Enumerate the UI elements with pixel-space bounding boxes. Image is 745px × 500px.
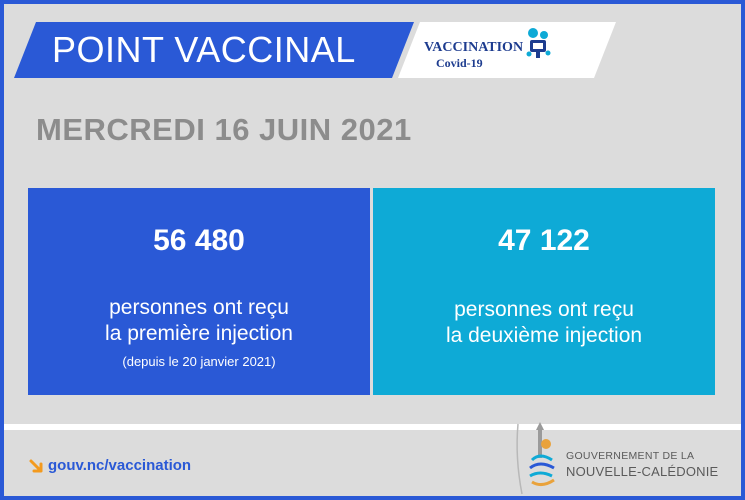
second-dose-label-line1: personnes ont reçu	[454, 298, 634, 321]
first-dose-label-line1: personnes ont reçu	[109, 296, 289, 319]
vaccination-badge-title: VACCINATION	[424, 40, 524, 55]
first-dose-note: (depuis le 20 janvier 2021)	[122, 354, 276, 369]
vaccine-syringe-icon	[524, 26, 552, 60]
arrow-icon	[28, 458, 44, 474]
first-dose-panel	[28, 188, 370, 395]
vaccination-badge-subtitle: Covid-19	[436, 56, 483, 70]
report-date: MERCREDI 16 JUIN 2021	[36, 112, 412, 147]
government-name-line1: GOUVERNEMENT DE LA	[566, 450, 695, 462]
vaccination-link[interactable]: gouv.nc/vaccination	[48, 457, 192, 474]
second-dose-label-line2: la deuxième injection	[445, 324, 643, 347]
second-dose-panel	[373, 188, 715, 395]
government-name-line2: NOUVELLE-CALÉDONIE	[566, 464, 719, 479]
first-dose-count: 56 480	[153, 224, 245, 257]
first-dose-label-line2: la première injection	[105, 322, 293, 345]
second-dose-count: 47 122	[498, 224, 590, 257]
page-title: POINT VACCINAL	[52, 29, 356, 70]
government-emblem-icon	[512, 418, 564, 498]
